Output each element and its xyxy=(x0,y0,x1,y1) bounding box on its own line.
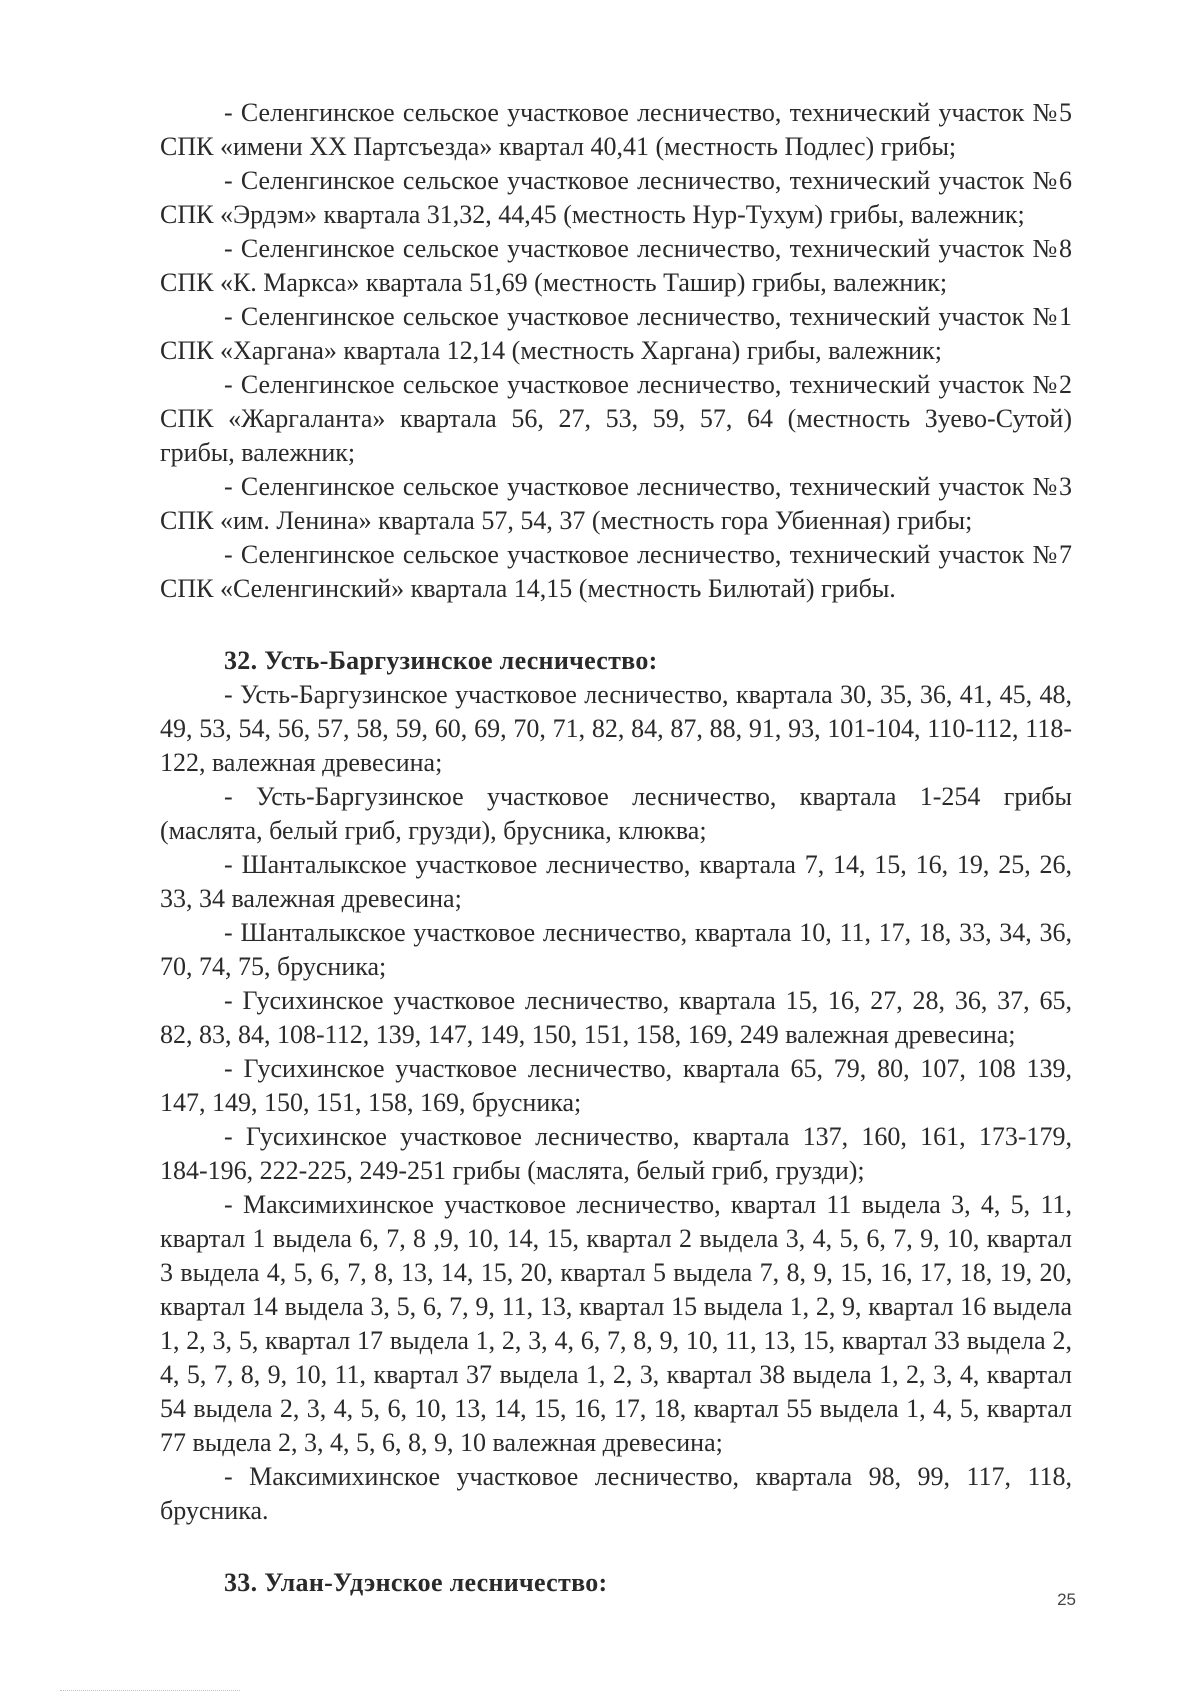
paragraph: - Селенгинское сельское участковое лесничество, технический участок №5 СПК «имени XX Партсъезда» квартал 40,41 (местность Подлес) грибы; xyxy=(160,98,1072,161)
paragraph: - Селенгинское сельское участковое лесничество, технический участок №6 СПК «Эрдэм» квартала 31,32, 44,45 (местность Нур-Тухум) грибы, валежник; xyxy=(160,166,1072,229)
section-heading: 33. Улан-Удэнское лесничество: xyxy=(224,1568,608,1597)
page-number: 25 xyxy=(1057,1590,1076,1609)
scan-artifact-line xyxy=(60,1690,240,1691)
paragraph: - Селенгинское сельское участковое лесничество, технический участок №2 СПК «Жаргаланта» квартала 56, 27, 53, 59, 57, 64 (местность Зуево-Сутой) грибы, валежник; xyxy=(160,370,1072,467)
section-heading: 32. Усть-Баргузинское лесничество: xyxy=(224,646,658,675)
paragraph: - Гусихинское участковое лесничество, квартала 137, 160, 161, 173-179, 184-196, 222-225, 249-251 грибы (маслята, белый гриб, грузди); xyxy=(160,1122,1072,1185)
section-33 xyxy=(160,1566,1072,1600)
paragraph: - Максимихинское участковое лесничество, квартал 11 выдела 3, 4, 5, 11, квартал 1 выдела 6, 7, 8 ,9, 10, 14, 15, квартал 2 выдела 3, 4, 5, 6, 7, 9, 10, квартал 3 выдела 4, 5, 6, 7, 8, 13, 14, 15, 20, квартал 5 выдела 7, 8, 9, 15, 16, 17, 18, 19, 20, квартал 14 выдела 3, 5, 6, 7, 9, 11, 13, квартал 15 выдела 1, 2, 9, квартал 16 выдела 1, 2, 3, 5, квартал 17 выдела 1, 2, 3, 4, 6, 7, 8, 9, 10, 11, 13, 15, квартал 33 выдела 2, 4, 5, 7, 8, 9, 10, 11, квартал 37 выдела 1, 2, 3, квартал 38 выдела 1, 2, 3, 4, квартал 54 выдела 2, 3, 4, 5, 6, 10, 13, 14, 15, 16, 17, 18, квартал 55 выдела 1, 4, 5, квартал 77 выдела 2, 3, 4, 5, 6, 8, 9, 10 валежная древесина; xyxy=(160,1190,1072,1457)
paragraph: - Селенгинское сельское участковое лесничество, технический участок №7 СПК «Селенгинский» квартала 14,15 (местность Билютай) грибы. xyxy=(160,540,1072,603)
paragraph: - Шанталыкское участковое лесничество, квартала 10, 11, 17, 18, 33, 34, 36, 70, 74, 75, брусника; xyxy=(160,918,1072,981)
paragraph: - Селенгинское сельское участковое лесничество, технический участок №1 СПК «Харгана» квартала 12,14 (местность Харгана) грибы, валежник; xyxy=(160,302,1072,365)
block-1 xyxy=(160,96,1072,606)
paragraph: - Селенгинское сельское участковое лесничество, технический участок №8 СПК «К. Маркса» квартала 51,69 (местность Ташир) грибы, валежник; xyxy=(160,234,1072,297)
paragraph: - Гусихинское участковое лесничество, квартала 15, 16, 27, 28, 36, 37, 65, 82, 83, 84, 108-112, 139, 147, 149, 150, 151, 158, 169, 249 валежная древесина; xyxy=(160,986,1072,1049)
document-page xyxy=(160,96,1072,1600)
section-32 xyxy=(160,644,1072,1528)
paragraph: - Усть-Баргузинское участковое лесничество, квартала 30, 35, 36, 41, 45, 48, 49, 53, 54, 56, 57, 58, 59, 60, 69, 70, 71, 82, 84, 87, 88, 91, 93, 101-104, 110-112, 118-122, валежная древесина; xyxy=(160,680,1072,777)
paragraph: - Шанталыкское участковое лесничество, квартала 7, 14, 15, 16, 19, 25, 26, 33, 34 валежная древесина; xyxy=(160,850,1072,913)
paragraph: - Усть-Баргузинское участковое лесничество, квартала 1-254 грибы (маслята, белый гриб, грузди), брусника, клюква; xyxy=(160,782,1072,845)
paragraph: - Максимихинское участковое лесничество, квартала 98, 99, 117, 118, брусника. xyxy=(160,1462,1072,1525)
paragraph: - Гусихинское участковое лесничество, квартала 65, 79, 80, 107, 108 139, 147, 149, 150, 151, 158, 169, брусника; xyxy=(160,1054,1072,1117)
paragraph: - Селенгинское сельское участковое лесничество, технический участок №3 СПК «им. Ленина» квартала 57, 54, 37 (местность гора Убиенная) грибы; xyxy=(160,472,1072,535)
